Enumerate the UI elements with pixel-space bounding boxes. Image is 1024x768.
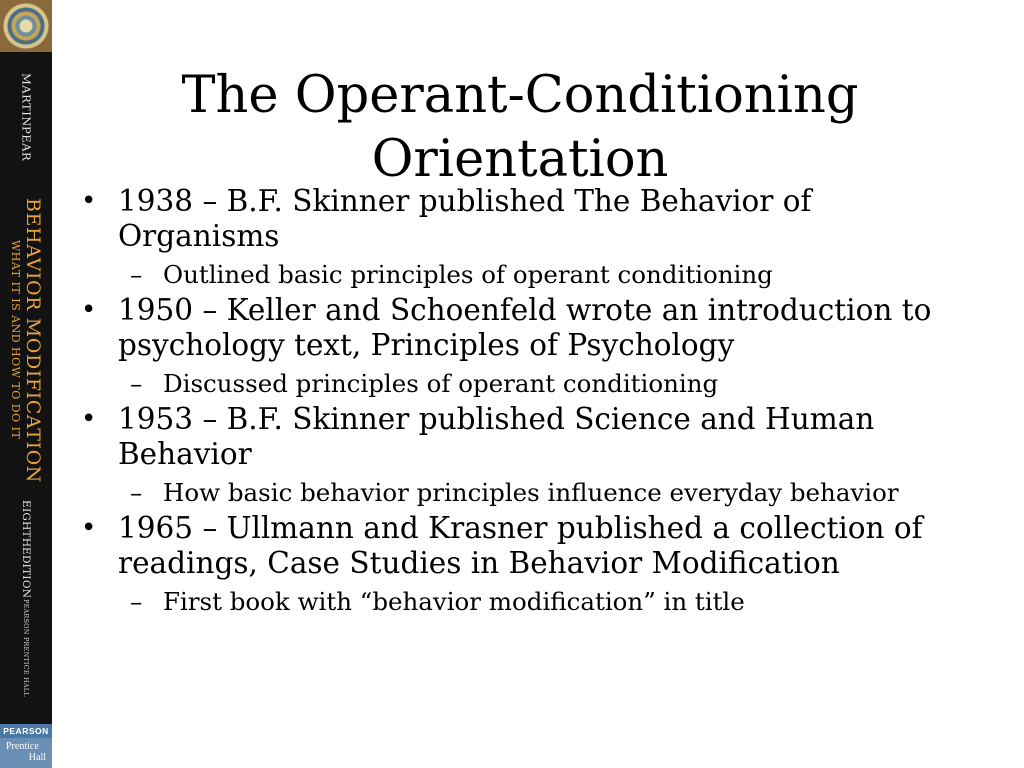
sub-bullet-1965: – First book with “behavior modification” in title — [78, 587, 978, 616]
spine-publisher: PEARSON PRENTICE HALL — [22, 599, 30, 697]
sub-bullet-1950: – Discussed principles of operant conditioning — [78, 369, 978, 398]
spine-book-title-block — [0, 180, 52, 500]
spine-author-1: MARTIN — [19, 72, 34, 127]
spine-edition-line-1: EIGHTH — [20, 499, 32, 548]
sub-bullet-1938: – Outlined basic principles of operant conditioning — [78, 260, 978, 289]
bullet-1938: • 1938 – B.F. Skinner published The Behavior of Organisms — [78, 184, 978, 254]
bullet-1965: • 1965 – Ullmann and Krasner published a collection of readings, Case Studies in Behavior Modification — [78, 511, 978, 581]
spine-book-title: BEHAVIOR MODIFICATION — [22, 197, 44, 483]
hall-text: Hall — [28, 752, 46, 763]
bullet-1953: • 1953 – B.F. Skinner published Science and Human Behavior — [78, 402, 978, 472]
spine-author-2: PEAR — [19, 126, 34, 162]
slide-title: The Operant-Conditioning Orientation — [181, 66, 859, 190]
bullet-1950: • 1950 – Keller and Schoenfeld wrote an introduction to psychology text, Principles of Psychology — [78, 293, 978, 363]
spine-edition-line-2: EDITION — [20, 547, 32, 599]
spine-book-subtitle: WHAT IT IS AND HOW TO DO IT — [9, 240, 22, 440]
book-spine — [0, 0, 52, 768]
prentice-text: Prentice — [6, 741, 39, 752]
slide-content — [78, 180, 978, 618]
spine-edition — [0, 499, 52, 599]
pearson-logo — [0, 724, 52, 768]
spine-authors — [0, 72, 52, 162]
book-cover-emblem-icon — [0, 0, 52, 52]
pearson-logo-text: PEARSON — [0, 724, 52, 738]
sub-bullet-1953: – How basic behavior principles influence everyday behavior — [78, 478, 978, 507]
